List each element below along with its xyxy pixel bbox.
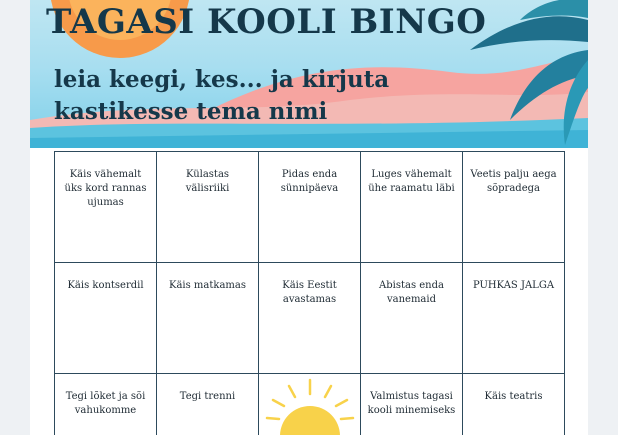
bingo-cell[interactable] [157,263,259,374]
bingo-cell[interactable] [157,152,259,263]
bingo-cell[interactable] [463,374,565,435]
bingo-cell[interactable] [361,152,463,263]
bingo-cell[interactable] [259,152,361,263]
bingo-cell[interactable] [157,374,259,435]
bingo-cell-label: Käis vähemalt üks kord rannas ujumas [64,169,147,208]
sun-icon [259,374,361,435]
bingo-cell-label: Pidas enda sünnipäeva [280,169,339,194]
page-title: TAGASI KOOLI BINGO [46,2,487,42]
bingo-cell[interactable] [463,152,565,263]
bingo-cell-label: Käis matkamas [168,280,246,291]
bingo-cell-label: Veetis palju aega sõpradega [470,169,557,194]
header-banner [30,0,588,148]
bingo-cell-label: Tegi lõket ja sõi vahukomme [65,391,146,416]
worksheet-page [30,0,588,435]
bingo-cell-label: Külastas välisriiki [185,169,230,194]
bingo-cell-label: Abistas enda vanemaid [379,280,444,305]
bingo-cell-label: Valmistus tagasi kooli minemiseks [367,391,456,416]
bingo-cell[interactable] [55,263,157,374]
bingo-cell[interactable] [55,152,157,263]
bingo-cell-label: Käis Eestit avastamas [282,280,337,305]
bingo-cell-free-sun[interactable] [259,374,361,435]
bingo-cell[interactable] [463,263,565,374]
bingo-cell-label: Tegi trenni [179,391,236,402]
bingo-cell-label: Käis teatris [484,391,543,402]
bingo-cell-label: Käis kontserdil [67,280,144,291]
bingo-cell[interactable] [361,374,463,435]
page-subtitle: leia keegi, kes... ja kirjuta kastikesse tema nimi [54,66,390,125]
bingo-cell[interactable] [55,374,157,435]
bingo-grid [54,151,565,435]
bingo-cell[interactable] [259,263,361,374]
bingo-cell-label: Luges vähemalt ühe raamatu läbi [368,169,455,194]
bingo-cell-label: PUHKAS JALGA [472,280,555,291]
bingo-cell[interactable] [361,263,463,374]
